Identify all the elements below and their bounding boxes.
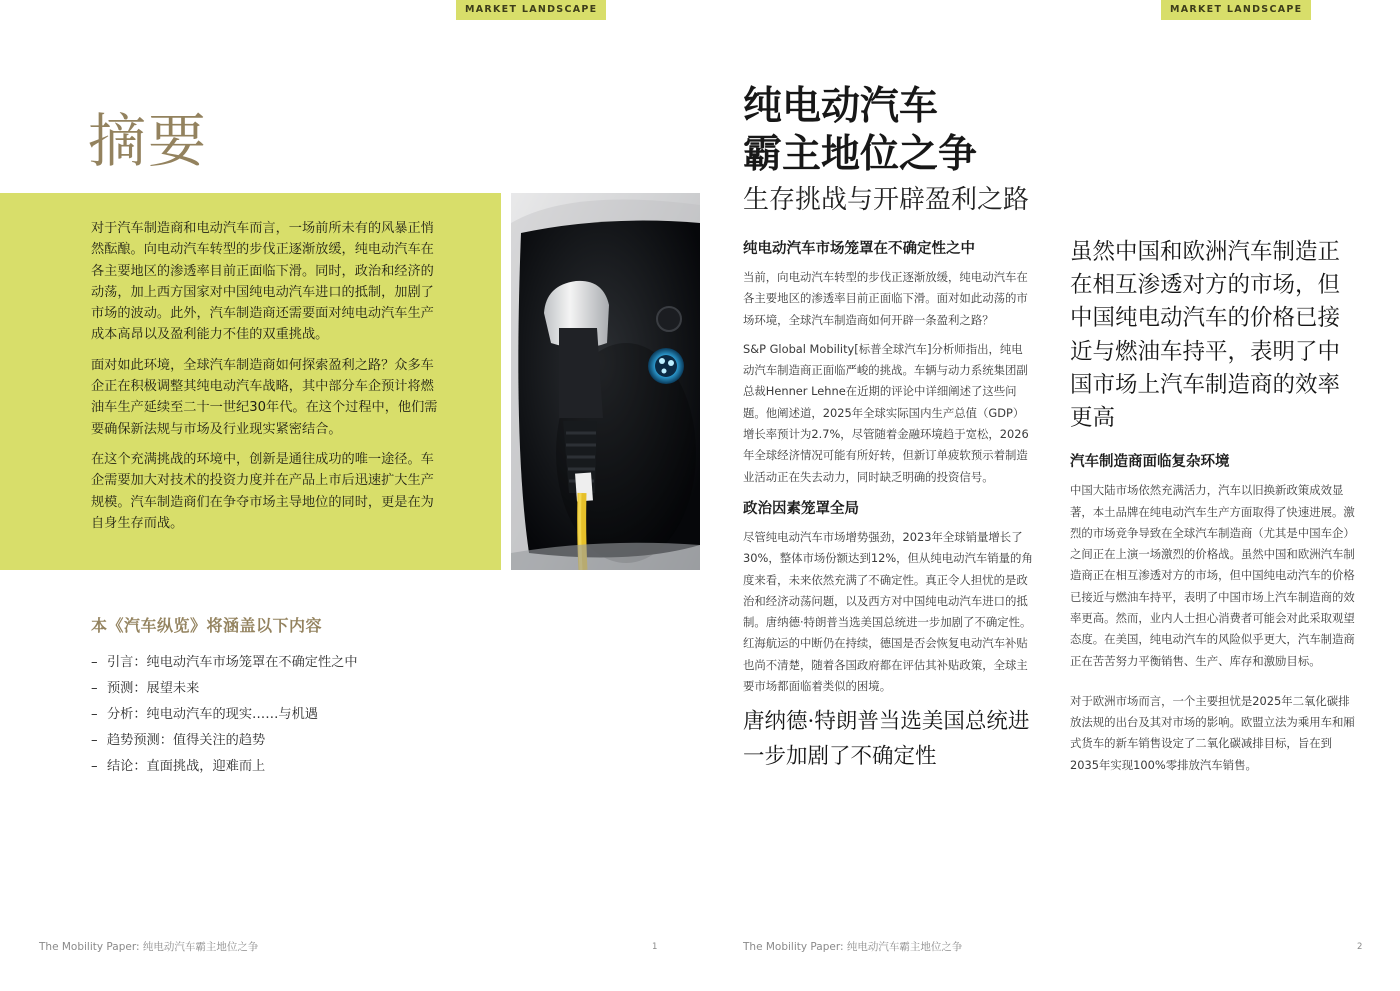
article-column-1: [743, 236, 1033, 774]
title-line: 霸主地位之争: [743, 131, 978, 177]
list-item-text: 分析：纯电动汽车的现实……与机遇: [107, 707, 318, 722]
body-paragraph: 尽管纯电动汽车市场增势强劲，2023年全球销量增长了30%，整体市场份额达到12%，但从纯电动汽车销量的角度来看，未来依然充满了不确定性。真正令人担忧的是政治和经济动荡问题，以及西方对中国纯电动汽车进口的抵制。唐纳德·特朗普当选美国总统进一步加剧了不确定性。红海航运的中断仍在持续，德国是否会恢复电动汽车补贴也尚不清楚，随着各国政府都在评估其补贴政策，全球主要市场都面临着类似的困境。: [743, 529, 1033, 694]
section-tag: MARKET LANDSCAPE: [1161, 0, 1311, 20]
title-line: 纯电动汽车: [743, 83, 939, 129]
section-heading: 纯电动汽车市场笼罩在不确定性之中: [743, 241, 975, 257]
ev-charging-photo: [511, 193, 700, 570]
list-item: [91, 676, 358, 702]
list-dash: –: [91, 655, 98, 670]
list-dash: –: [91, 733, 98, 748]
article-column-2: [1070, 236, 1355, 784]
body-paragraph: S&P Global Mobility[标普全球汽车]分析师指出，纯电动汽车制造商正面临严峻的挑战。车辆与动力系统集团副总裁Henner Lehne在近期的评论中详细阐述了这些问题。他阐述道，2025年全球实际国内生产总值（GDP）增长率预计为2.7%，尽管随着金融环境趋于宽松，2026年全球经济情况可能有所好转，但新订单疲软预示着制造业活动正在失去动力，同时缺乏明确的投资信号。: [743, 341, 1029, 484]
summary-text: [91, 218, 443, 543]
page-subtitle: 生存挑战与开辟盈利之路: [743, 185, 1030, 215]
summary-title: 摘要: [88, 107, 209, 175]
page-title: [743, 82, 977, 178]
ev-charger-illustration: [511, 193, 700, 570]
body-paragraph: 当前，向电动汽车转型的步伐正逐渐放缓，纯电动汽车在各主要地区的渗透率目前正面临下滑。面对如此动荡的市场环境，全球汽车制造商如何开辟一条盈利之路？: [743, 270, 1028, 327]
page-number: 1: [652, 942, 658, 952]
section-heading: 汽车制造商面临复杂环境: [1070, 454, 1230, 471]
list-item-text: 引言：纯电动汽车市场笼罩在不确定性之中: [107, 655, 358, 670]
list-item: [91, 702, 358, 728]
list-item-text: 趋势预测：值得关注的趋势: [107, 733, 266, 748]
list-item: [91, 754, 358, 780]
section-tag: MARKET LANDSCAPE: [456, 0, 606, 20]
section-heading: 政治因素笼罩全局: [743, 500, 859, 517]
summary-paragraph: 在这个充满挑战的环境中，创新是通往成功的唯一途径。车企需要加大对技术的投资力度并在产品上市后迅速扩大生产规模。汽车制造商们在争夺市场主导地位的同时，更是在为自身生存而战。: [91, 451, 434, 531]
pull-quote: 虽然中国和欧洲汽车制造正在相互渗透对方的市场，但中国纯电动汽车的价格已接近与燃油车持平，表明了中国市场上汽车制造商的效率更高: [1070, 239, 1341, 432]
contents-title: 本《汽车纵览》将涵盖以下内容: [91, 616, 323, 635]
list-item-text: 预测：展望未来: [107, 681, 200, 696]
page-footer: The Mobility Paper: 纯电动汽车霸主地位之争: [39, 941, 259, 953]
page-2: [703, 0, 1400, 991]
paragraph-gap: [1070, 680, 1355, 691]
contents-list: [91, 650, 358, 780]
body-paragraph: 对于欧洲市场而言，一个主要担忧是2025年二氧化碳排放法规的出台及其对市场的影响。欧盟立法为乘用车和厢式货车的新车销售设定了二氧化碳减排目标，旨在到2035年实现100%零排放汽车销售。: [1070, 693, 1355, 772]
list-item-text: 结论：直面挑战，迎难而上: [107, 759, 266, 774]
body-paragraph: 中国大陆市场依然充满活力，汽车以旧换新政策成效显著，本土品牌在纯电动汽车生产方面取得了快速进展。激烈的市场竞争导致在全球汽车制造商（尤其是中国车企）之间正在上演一场激烈的价格战。虽然中国和欧洲汽车制造商正在相互渗透对方的市场，但中国纯电动汽车的价格已接近与燃油车持平，表明了中国市场上汽车制造商的效率更高。然而，业内人士担心消费者可能会对此采取观望态度。在美国，纯电动汽车的风险似乎更大，汽车制造商正在苦苦努力平衡销售、生产、库存和激励目标。: [1070, 483, 1355, 668]
summary-paragraph: 对于汽车制造商和电动汽车而言，一场前所未有的风暴正悄然酝酿。向电动汽车转型的步伐正逐渐放缓，纯电动汽车在各主要地区的渗透率目前正面临下滑。同时，政治和经济的动荡，加上西方国家对中国纯电动汽车进口的抵制，加剧了市场的波动。此外，汽车制造商还需要面对纯电动汽车生产成本高昂以及盈利能力不佳的双重挑战。: [91, 221, 434, 343]
page-footer: The Mobility Paper: 纯电动汽车霸主地位之争: [743, 941, 963, 953]
list-dash: –: [91, 759, 98, 774]
list-dash: –: [91, 707, 98, 722]
pull-quote: 唐纳德·特朗普当选美国总统进一步加剧了不确定性: [743, 709, 1030, 769]
summary-paragraph: 面对如此环境，全球汽车制造商如何探索盈利之路？众多车企正在积极调整其纯电动汽车战略，其中部分车企预计将燃油车生产延续至二十一世纪30年代。在这个过程中，他们需要确保新法规与市场及行业现实紧密结合。: [91, 357, 438, 437]
list-item: [91, 650, 358, 676]
page-number: 2: [1357, 942, 1363, 952]
list-item: [91, 728, 358, 754]
list-dash: –: [91, 681, 98, 696]
